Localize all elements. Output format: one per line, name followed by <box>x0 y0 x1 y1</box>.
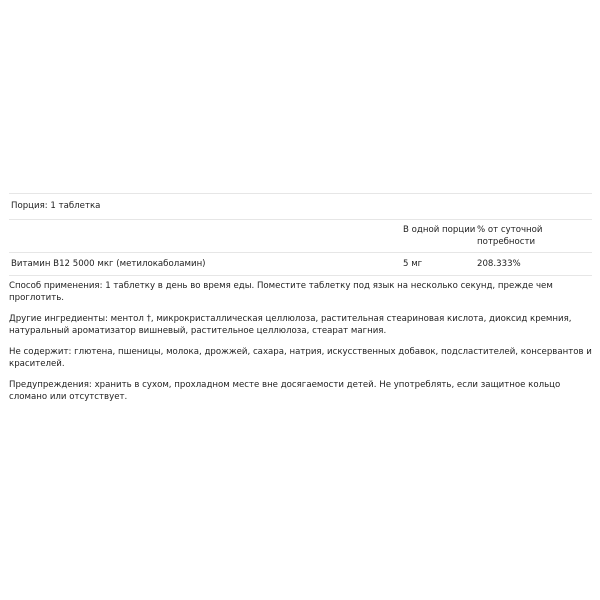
header-name <box>11 224 403 248</box>
serving-size: Порция: 1 таблетка <box>11 201 101 211</box>
header-daily-value: % от суточной потребности <box>477 225 543 247</box>
other-ingredients-paragraph: Другие ингредиенты: ментол †, микрокристаллическая целлюлоза, растительная стеариновая кислота, диоксид кремния, натуральный ароматизатор вишневый, растительное целлюлоза, стеарат магния. <box>9 314 572 336</box>
table-row <box>9 253 592 275</box>
table-header <box>9 220 592 252</box>
header-amount: В одной порции <box>403 225 476 235</box>
usage-paragraph: Способ применения: 1 таблетку в день во время еды. Поместите таблетку под язык на несколько секунд, прежде чем проглотить. <box>9 281 553 303</box>
nutrient-daily-value: 208.333% <box>477 259 521 269</box>
supplement-facts-table <box>9 193 592 276</box>
nutrient-amount: 5 мг <box>403 259 423 269</box>
free-from-paragraph: Не содержит: глютена, пшеницы, молока, дрожжей, сахара, натрия, искусственных добавок, подсластителей, консервантов и красителей. <box>9 347 592 369</box>
divider <box>9 275 592 276</box>
nutrient-name: Витамин B12 5000 мкг (метилокаболамин) <box>11 259 206 269</box>
warnings-paragraph: Предупреждения: хранить в сухом, прохладном месте вне досягаемости детей. Не употреблять, если защитное кольцо сломано или отсутствует. <box>9 380 561 402</box>
